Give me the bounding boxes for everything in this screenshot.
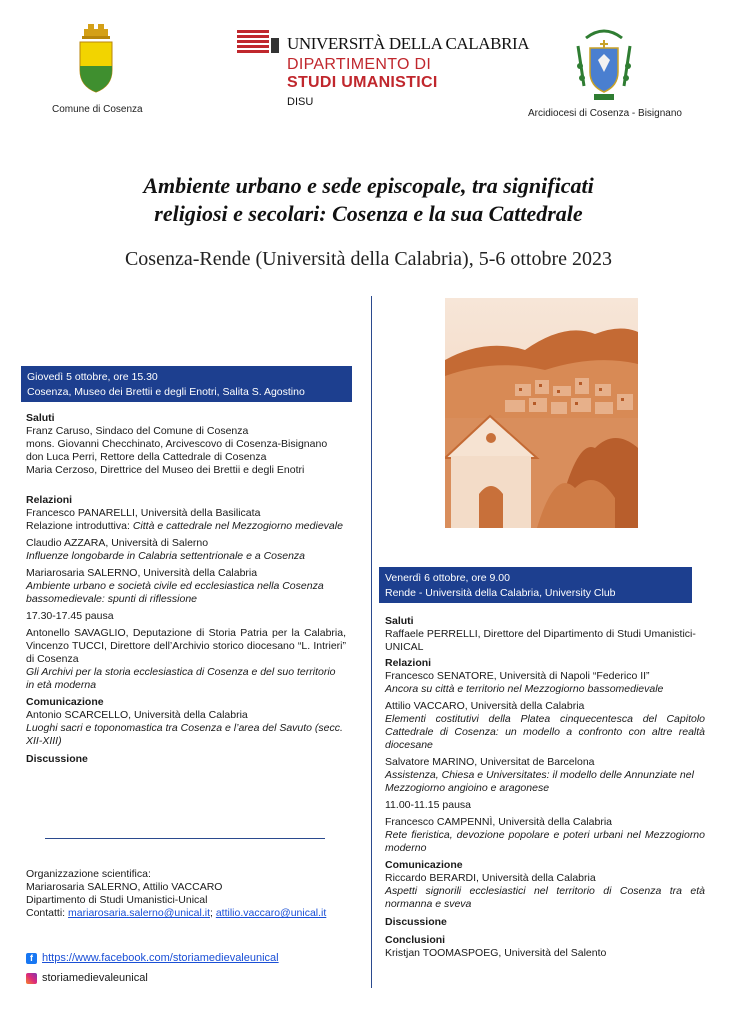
department-line-1: DIPARTIMENTO DI [287, 56, 432, 73]
organization-names: Mariarosaria SALERNO, Attilio VACCARO [26, 881, 223, 893]
day2-venue: Rende - Università della Calabria, University Club [385, 587, 616, 599]
day2-conclusioni-heading: Conclusioni [385, 934, 446, 946]
day1-talk [26, 520, 346, 533]
comune-label: Comune di Cosenza [52, 104, 143, 115]
day2-speaker: Francesco CAMPENNÌ, Università della Calabria [385, 816, 612, 828]
email-link-salerno[interactable]: mariarosaria.salerno@unical.it [68, 907, 210, 919]
day1-program [26, 412, 346, 766]
day1-saluti-item: Maria Cerzoso, Direttrice del Museo dei Brettii e degli Enotri [26, 464, 305, 476]
day1-saluti-item: mons. Giovanni Checchinato, Arcivescovo di Cosenza-Bisignano [26, 438, 328, 450]
day1-saluti-heading: Saluti [26, 412, 55, 424]
day1-saluti-item: don Luca Perri, Rettore della Cattedrale di Cosenza [26, 451, 267, 463]
day2-speaker: Francesco SENATORE, Università di Napoli “Federico II” [385, 670, 650, 682]
day1-talk-title: Influenze longobarde in Calabria settentrionale e a Cosenza [26, 550, 306, 562]
day1-banner [21, 366, 352, 402]
day2-comunicazione-heading: Comunicazione [385, 859, 463, 871]
university-name: UNIVERSITÀ DELLA CALABRIA [287, 34, 530, 53]
day2-pausa: 11.00-11.15 pausa [385, 799, 472, 811]
unical-logo-icon [237, 30, 279, 56]
day1-talk-prefix: Relazione introduttiva: [26, 520, 133, 532]
day1-talk-title: Gli Archivi per la storia ecclesiastica di Cosenza e del suo territorio in età moderna [26, 666, 336, 691]
day2-speaker: Attilio VACCARO, Università della Calabria [385, 700, 585, 712]
day1-speaker: Mariarosaria SALERNO, Università della Calabria [26, 567, 258, 579]
day1-venue: Cosenza, Museo dei Brettii e degli Enotri, Salita S. Agostino [27, 386, 305, 398]
organization-contacts [26, 907, 366, 920]
instagram-row [26, 972, 148, 984]
department-line-2: STUDI UMANISTICI [287, 74, 438, 91]
day1-talk-title: Luoghi sacri e toponomastica tra Cosenza e l’area del Savuto (secc. XII-XIII) [26, 722, 343, 747]
day1-speaker: Claudio AZZARA, Università di Salerno [26, 537, 209, 549]
contacts-label: Contatti: [26, 907, 69, 919]
day2-speaker: Riccardo BERARDI, Università della Calabria [385, 872, 596, 884]
comune-cosenza-crest-icon [76, 22, 116, 94]
facebook-row [26, 952, 279, 964]
day2-talk-title: Elementi costitutivi della Platea cinquecentesca del Capitolo Cattedrale di Cosenza: un modello a confronto con altre realtà diocesane [385, 713, 705, 751]
day2-saluti-text: Raffaele PERRELLI, Direttore del Dipartimento di Studi Umanistici-UNICAL [385, 628, 696, 653]
column-divider [371, 296, 372, 988]
event-title-line-1: Ambiente urbano e sede episcopale, tra significati [143, 173, 594, 198]
email-link-vaccaro[interactable]: attilio.vaccaro@unical.it [215, 907, 327, 919]
day1-speaker: Antonello SAVAGLIO, Deputazione di Storia Patria per la Calabria, Vincenzo TUCCI, Direttore dell’Archivio storico diocesano “L. Intrieri” di Cosenza [26, 627, 346, 665]
day1-date-time: Giovedì 5 ottobre, ore 15.30 [27, 371, 158, 383]
facebook-icon: f [26, 953, 37, 964]
section-divider [45, 838, 325, 839]
day2-relazioni-heading: Relazioni [385, 657, 432, 669]
day1-saluti-item: Franz Caruso, Sindaco del Comune di Cosenza [26, 425, 249, 437]
day1-talk-title: Ambiente urbano e società civile ed ecclesiastica nella Cosenza bassomedievale: spunti di riflessione [26, 580, 324, 605]
day1-comunicazione-heading: Comunicazione [26, 696, 104, 708]
organization-heading: Organizzazione scientifica: [26, 868, 151, 880]
cosenza-cathedral-photo [445, 298, 638, 528]
event-title-line-2: religiosi e secolari: Cosenza e la sua Cattedrale [154, 201, 583, 226]
diocese-label: Arcidiocesi di Cosenza - Bisignano [528, 108, 682, 119]
facebook-link[interactable]: https://www.facebook.com/storiamedievaleunical [42, 952, 279, 964]
instagram-icon [26, 973, 37, 984]
day2-talk-title: Rete fieristica, devozione popolare e poteri urbani nel Mezzogiorno moderno [385, 829, 705, 854]
day2-talk-title: Ancora su città e territorio nel Mezzogiorno bassomedievale [385, 683, 664, 695]
day1-pausa: 17.30-17.45 pausa [26, 610, 114, 622]
day1-relazioni-heading: Relazioni [26, 494, 73, 506]
day2-discussione: Discussione [385, 916, 447, 928]
department-abbr: DISU [287, 96, 314, 108]
day2-saluti-heading: Saluti [385, 615, 414, 627]
day1-speaker: Antonio SCARCELLO, Università della Calabria [26, 709, 248, 721]
day1-speaker: Francesco PANARELLI, Università della Basilicata [26, 507, 261, 519]
day2-banner [379, 567, 692, 603]
day1-talk-title: Città e cattedrale nel Mezzogiorno medievale [132, 520, 343, 532]
organization-block [26, 868, 366, 920]
day2-program [385, 615, 705, 960]
day2-talk-title: Assistenza, Chiesa e Universitates: il modello delle Annunziate nel Mezzogiorno angioino e aragonese [385, 769, 694, 794]
organization-dept: Dipartimento di Studi Umanistici-Unical [26, 894, 208, 906]
day2-speaker: Salvatore MARINO, Universitat de Barcelona [385, 756, 595, 768]
day1-discussione: Discussione [26, 753, 88, 765]
event-subtitle: Cosenza-Rende (Università della Calabria), 5-6 ottobre 2023 [124, 248, 613, 270]
event-title [40, 172, 697, 228]
day2-date-time: Venerdì 6 ottobre, ore 9.00 [385, 572, 510, 584]
day2-conclusioni-text: Kristjan TOOMASPOEG, Università del Salento [385, 947, 607, 959]
day2-talk-title: Aspetti signorili ecclesiastici nel territorio di Cosenza tra età normanna e sveva [385, 885, 705, 910]
contacts-separator: ; [210, 907, 216, 919]
arcidiocesi-crest-icon [572, 26, 636, 104]
instagram-handle: storiamedievaleunical [42, 972, 148, 984]
